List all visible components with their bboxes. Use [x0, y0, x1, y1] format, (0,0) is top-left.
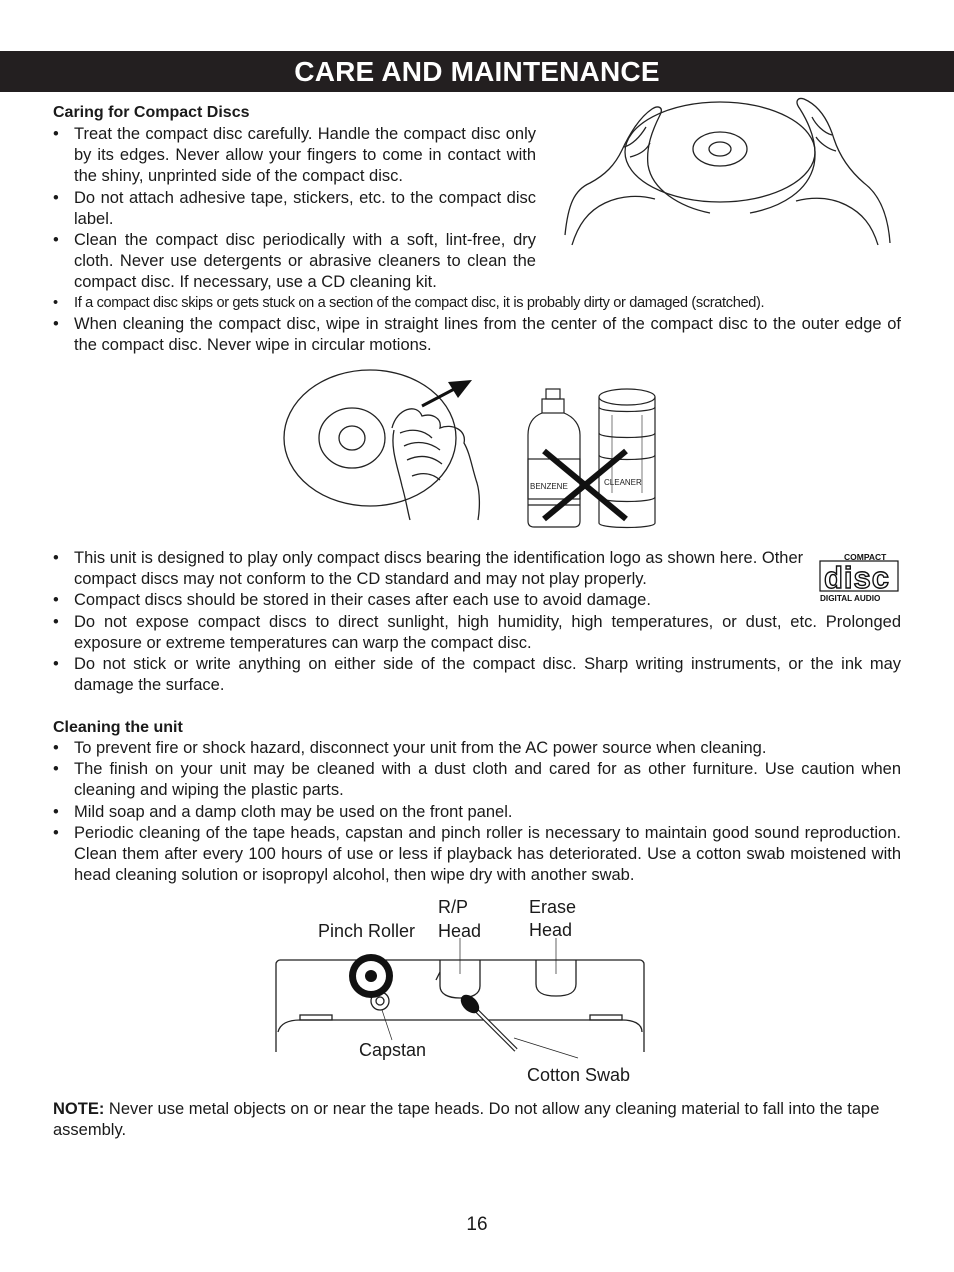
- logo-compact-text: COMPACT: [844, 552, 887, 562]
- note-paragraph: [53, 1099, 901, 1141]
- list-item: • Do not attach adhesive tape, stickers, etc. to the compact disc label.: [53, 188, 536, 230]
- cleaner-label: CLEANER: [604, 478, 642, 487]
- label-rp-head-line1: R/P: [438, 897, 469, 917]
- compact-disc-logo: [818, 551, 900, 603]
- bullets-cleaning-unit: [53, 738, 901, 886]
- hands-holding-disc-illustration: [560, 95, 900, 255]
- list-item: • Treat the compact disc carefully. Handle the compact disc only by its edges. Never allow your fingers to come in contact with the shiny, unprinted side of the compact disc.: [53, 124, 536, 188]
- cleaner-bottles-illustration: [522, 385, 662, 530]
- bullets-disc-care-full: [53, 293, 901, 357]
- page-title-banner: CARE AND MAINTENANCE: [0, 51, 954, 92]
- heading-cleaning-unit: Cleaning the unit: [53, 719, 183, 736]
- list-item: • This unit is designed to play only compact discs bearing the identification logo as shown here. Other compact discs may not conform to the CD standard and may not play properly.: [53, 548, 901, 590]
- label-rp-head-line2: Head: [438, 921, 482, 941]
- bullets-disc-care-top: [53, 124, 536, 294]
- label-erase-head-line1: Erase: [529, 897, 577, 917]
- list-item: • Mild soap and a damp cloth may be used on the front panel.: [53, 802, 901, 823]
- label-erase-head-line2: Head: [529, 920, 573, 940]
- note-text: Never use metal objects on or near the tape heads. Do not allow any cleaning material to fall into the tape assembly.: [53, 1100, 880, 1140]
- list-item: • If a compact disc skips or gets stuck on a section of the compact disc, it is probably dirty or damaged (scratched).: [53, 293, 901, 314]
- logo-disc-text: disc: [824, 560, 891, 595]
- list-item: • Compact discs should be stored in their cases after each use to avoid damage.: [53, 590, 901, 611]
- heading-caring-for-discs: Caring for Compact Discs: [53, 104, 250, 121]
- bullets-disc-care-bottom: [53, 548, 901, 696]
- list-item: • The finish on your unit may be cleaned with a dust cloth and cared for as other furniture. Use caution when cleaning and wiping the plastic parts.: [53, 759, 901, 801]
- label-cotton-swab: Cotton Swab: [527, 1065, 631, 1085]
- list-item: • Clean the compact disc periodically with a soft, lint-free, dry cloth. Never use detergents or abrasive cleaners to clean the compact disc. If necessary, use a CD cleaning kit.: [53, 230, 536, 294]
- list-item: • Do not stick or write anything on either side of the compact disc. Sharp writing instruments, or the ink may damage the surface.: [53, 654, 901, 696]
- note-label: NOTE:: [53, 1100, 105, 1118]
- disc-wiping-illustration: [282, 368, 492, 528]
- list-item: • When cleaning the compact disc, wipe in straight lines from the center of the compact disc to the outer edge of the compact disc. Never wipe in circular motions.: [53, 314, 901, 356]
- page-number: 16: [466, 1214, 488, 1235]
- list-item: • Do not expose compact discs to direct sunlight, high humidity, high temperatures, or dust, etc. Prolonged exposure or extreme temperatures can warp the compact disc.: [53, 612, 901, 654]
- list-item: • Periodic cleaning of the tape heads, capstan and pinch roller is necessary to maintain good sound reproduction. Clean them after every 100 hours of use or less if playback has deteriorated. Use a cotton swab moistened with head cleaning solution or isopropyl alcohol, then wipe dry with another swab.: [53, 823, 901, 887]
- label-pinch-roller: Pinch Roller: [318, 921, 416, 941]
- tape-head-diagram: [270, 940, 660, 1065]
- logo-digital-audio-text: DIGITAL AUDIO: [820, 594, 881, 603]
- benzene-label: BENZENE: [530, 482, 568, 491]
- label-capstan: Capstan: [359, 1040, 427, 1060]
- list-item: • To prevent fire or shock hazard, disconnect your unit from the AC power source when cleaning.: [53, 738, 901, 759]
